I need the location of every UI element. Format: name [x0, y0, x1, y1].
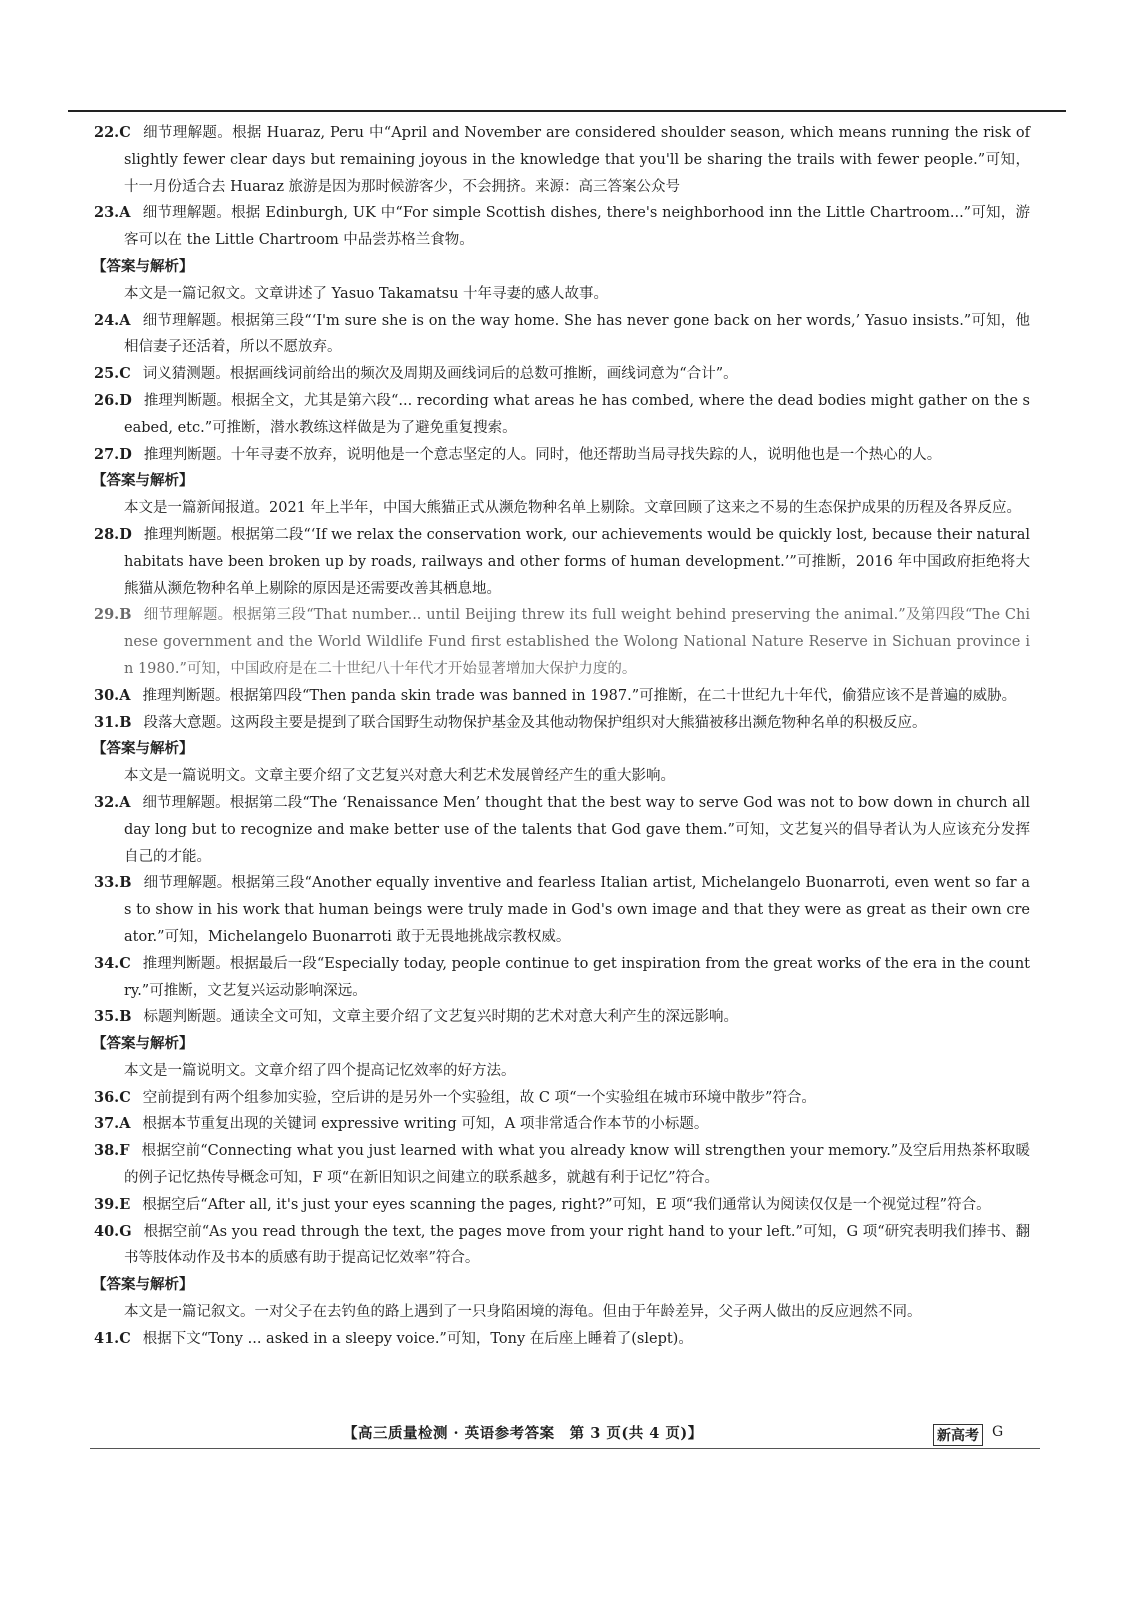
item-explanation: 根据下文“Tony ... asked in a sleepy voice.”可知，Tony 在后座上睡着了(slept)。: [142, 1330, 693, 1347]
item-explanation: 词义猜测题。根据画线词前给出的频次及周期及画线词后的总数可推断，画线词意为“合计”。: [142, 366, 738, 383]
item-number: 35.: [94, 1008, 120, 1026]
answer-item-36: [94, 1085, 1030, 1112]
item-explanation: 段落大意题。这两段主要是提到了联合国野生动物保护基金及其他动物保护组织对大熊猫被移出濒危物种名单的积极反应。: [143, 714, 927, 731]
section-header: 【答案与解析】: [92, 1035, 194, 1053]
item-number: 31.: [94, 713, 120, 731]
item-explanation: 根据空后“After all, it's just your eyes scanning the pages, right?”可知，E 项“我们通常认为阅读仅仅是一个视觉过程”符合。: [142, 1196, 991, 1213]
item-explanation: 推理判断题。十年寻妻不放弃，说明他是一个意志坚定的人。同时，他还帮助当局寻找失踪的人，说明他也是一个热心的人。: [143, 446, 942, 463]
item-number: 28.: [94, 525, 120, 543]
footer-title: 【高三质量检测 · 英语参考答案 第 3 页(共 4 页)】: [343, 1425, 703, 1442]
item-answer: B: [119, 1008, 132, 1026]
section-header: 【答案与解析】: [92, 1276, 194, 1294]
item-answer: A: [119, 686, 131, 704]
item-explanation: 推理判断题。根据第二段“‘If we relax the conservation work, our achievements would be quickly lost, because their natural habitats have been broken up by roads, railways and other forms of human development.’”可推断，2016 年中国政府拒绝将大熊猫从濒危物种名单上剔除的原因是还需要改善其栖息地。: [124, 526, 1030, 597]
item-answer: C: [119, 124, 131, 141]
item-explanation: 标题判断题。通读全文可知，文章主要介绍了文艺复兴时期的艺术对意大利产生的深远影响。: [143, 1009, 738, 1026]
item-number: 40.: [94, 1222, 120, 1240]
brand-badge: 新高考: [933, 1424, 983, 1446]
answer-item-22: [94, 120, 1030, 200]
page-footer: [90, 1422, 1040, 1462]
item-explanation: 细节理解题。根据 Edinburgh, UK 中“For simple Scottish dishes, there's neighborhood inn the Little Chartroom...”可知，游客可以在 the Little Chartroom 中品尝苏格兰食物。: [124, 205, 1030, 249]
answer-item-27: [94, 442, 1030, 469]
item-number: 27.: [94, 445, 120, 463]
item-explanation: 推理判断题。根据第四段“Then panda skin trade was banned in 1987.”可推断，在二十世纪九十年代，偷猎应该不是普遍的威胁。: [142, 687, 1017, 704]
section-header: 【答案与解析】: [92, 740, 194, 758]
answer-item-30: [94, 683, 1030, 710]
answer-item-41: [94, 1326, 1030, 1353]
item-answer: A: [119, 1115, 131, 1133]
item-explanation: 根据本节重复出现的关键词 expressive writing 可知，A 项非常适合作本节的小标题。: [142, 1116, 709, 1133]
section-intro: 本文是一篇记叙文。文章讲述了 Yasuo Takamatsu 十年寻妻的感人故事。: [124, 285, 609, 302]
answer-item-25: [94, 361, 1030, 388]
answer-item-31: [94, 710, 1030, 737]
item-answer: C: [119, 365, 131, 383]
item-answer: B: [119, 713, 132, 731]
item-answer: D: [119, 525, 132, 543]
answer-item-26: [94, 388, 1030, 442]
item-number: 38.: [94, 1142, 120, 1160]
item-answer: A: [119, 793, 131, 811]
item-answer: A: [119, 311, 131, 329]
item-answer: E: [119, 1195, 131, 1213]
item-number: 39.: [94, 1195, 120, 1213]
item-answer: C: [119, 1329, 131, 1347]
item-number: 25.: [94, 365, 120, 383]
item-number: 22.: [94, 124, 120, 141]
item-explanation: 推理判断题。根据最后一段“Especially today, people continue to get inspiration from the great works of the era in the country.”可推断，文艺复兴运动影响深远。: [124, 955, 1030, 999]
item-number: 32.: [94, 793, 120, 811]
item-number: 36.: [94, 1088, 120, 1106]
item-answer: A: [119, 204, 131, 222]
item-explanation: 细节理解题。根据第三段“‘I'm sure she is on the way home. She has never gone back on her words,’ Yasuo insists.”可知，他相信妻子还活着，所以不愿放弃。: [124, 312, 1030, 356]
item-number: 26.: [94, 391, 120, 409]
answer-item-40: [94, 1219, 1030, 1273]
answer-item-23: [94, 200, 1030, 254]
item-number: 29.: [94, 606, 120, 624]
footer-rule: [90, 1448, 1040, 1449]
item-number: 34.: [94, 954, 120, 972]
item-number: 41.: [94, 1329, 120, 1347]
item-answer: D: [119, 391, 132, 409]
item-answer: G: [119, 1222, 132, 1240]
answer-item-29: [94, 602, 1030, 682]
item-explanation: 根据空前“As you read through the text, the pages move from your right hand to your left.”可知，G 项“研究表明我们捧书、翻书等肢体动作及书本的质感有助于提高记忆效率”符合。: [124, 1223, 1030, 1267]
item-number: 30.: [94, 686, 120, 704]
item-explanation: 推理判断题。根据全文，尤其是第六段“... recording what areas he has combed, where the dead bodies might gather on the seabed, etc.”可推断，潜水教练这样做是为了避免重复搜索。: [124, 392, 1030, 436]
item-explanation: 细节理解题。根据第三段“Another equally inventive and fearless Italian artist, Michelangelo Buonarroti, even went so far as to show in his work that human beings were truly made in God's own image and that they were as great as their own creator.”可知，Michelangelo Buonarroti 敢于无畏地挑战宗教权威。: [124, 875, 1030, 945]
version-letter: G: [992, 1424, 1004, 1440]
section-header: 【答案与解析】: [92, 257, 194, 275]
answer-item-35: [94, 1004, 1030, 1031]
answer-item-39: [94, 1192, 1030, 1219]
item-answer: B: [119, 606, 132, 624]
section-intro: 本文是一篇说明文。文章介绍了四个提高记忆效率的好方法。: [124, 1062, 516, 1079]
item-explanation: 根据空前“Connecting what you just learned with what you already know will strengthen your memory.”及空后用热茶杯取暖的例子记忆热传导概念可知，F 项“在新旧知识之间建立的联系越多，就越有利于记忆”符合。: [124, 1143, 1030, 1187]
answer-item-38: [94, 1138, 1030, 1192]
item-answer: D: [119, 445, 132, 463]
item-explanation: 细节理解题。根据第二段“The ‘Renaissance Men’ thought that the best way to serve God was not to bow down in church all day long but to recognize and make better use of the talents that God gave them.”可知，文艺复兴的倡导者认为人应该充分发挥自己的才能。: [124, 794, 1030, 865]
item-answer: C: [119, 954, 131, 972]
top-rule: [68, 110, 1066, 112]
item-answer: B: [119, 874, 132, 892]
answer-item-28: [94, 522, 1030, 602]
item-explanation: 细节理解题。根据第三段“That number... until Beijing threw its full weight behind preserving the animal.”及第四段“The Chinese government and the World Wildlife Fund first established the Wolong National Nature Reserve in Sichuan province in 1980.”可知，中国政府是在二十世纪八十年代才开始显著增加大保护力度的。: [124, 607, 1030, 677]
section-intro: 本文是一篇新闻报道。2021 年上半年，中国大熊猫正式从濒危物种名单上剔除。文章回顾了这来之不易的生态保护成果的历程及各界反应。: [124, 500, 1022, 517]
item-number: 23.: [94, 204, 120, 222]
item-number: 33.: [94, 874, 120, 892]
answer-item-37: [94, 1111, 1030, 1138]
answer-item-32: [94, 790, 1030, 870]
answer-item-34: [94, 951, 1030, 1005]
item-number: 24.: [94, 311, 120, 329]
item-explanation: 空前提到有两个组参加实验，空后讲的是另外一个实验组，故 C 项“一个实验组在城市环境中散步”符合。: [142, 1089, 816, 1106]
answer-item-24: [94, 308, 1030, 362]
answer-item-33: [94, 870, 1030, 950]
section-intro: 本文是一篇记叙文。一对父子在去钓鱼的路上遇到了一只身陷困境的海龟。但由于年龄差异，父子两人做出的反应迥然不同。: [124, 1304, 922, 1321]
item-answer: F: [119, 1142, 130, 1160]
section-intro: 本文是一篇说明文。文章主要介绍了文艺复兴对意大利艺术发展曾经产生的重大影响。: [124, 768, 675, 785]
item-answer: C: [119, 1088, 131, 1106]
item-explanation: 细节理解题。根据 Huaraz, Peru 中“April and November are considered shoulder season, which means running the risk of slightly fewer clear days but remaining joyous in the knowledge that you'll be sharing the trails with fewer people.”可知，十一月份适合去 Huaraz 旅游是因为那时候游客少，不会拥挤。来源：高三答案公众号: [124, 125, 1030, 195]
answer-content: [94, 120, 1030, 1353]
item-number: 37.: [94, 1115, 120, 1133]
section-header: 【答案与解析】: [92, 472, 194, 490]
